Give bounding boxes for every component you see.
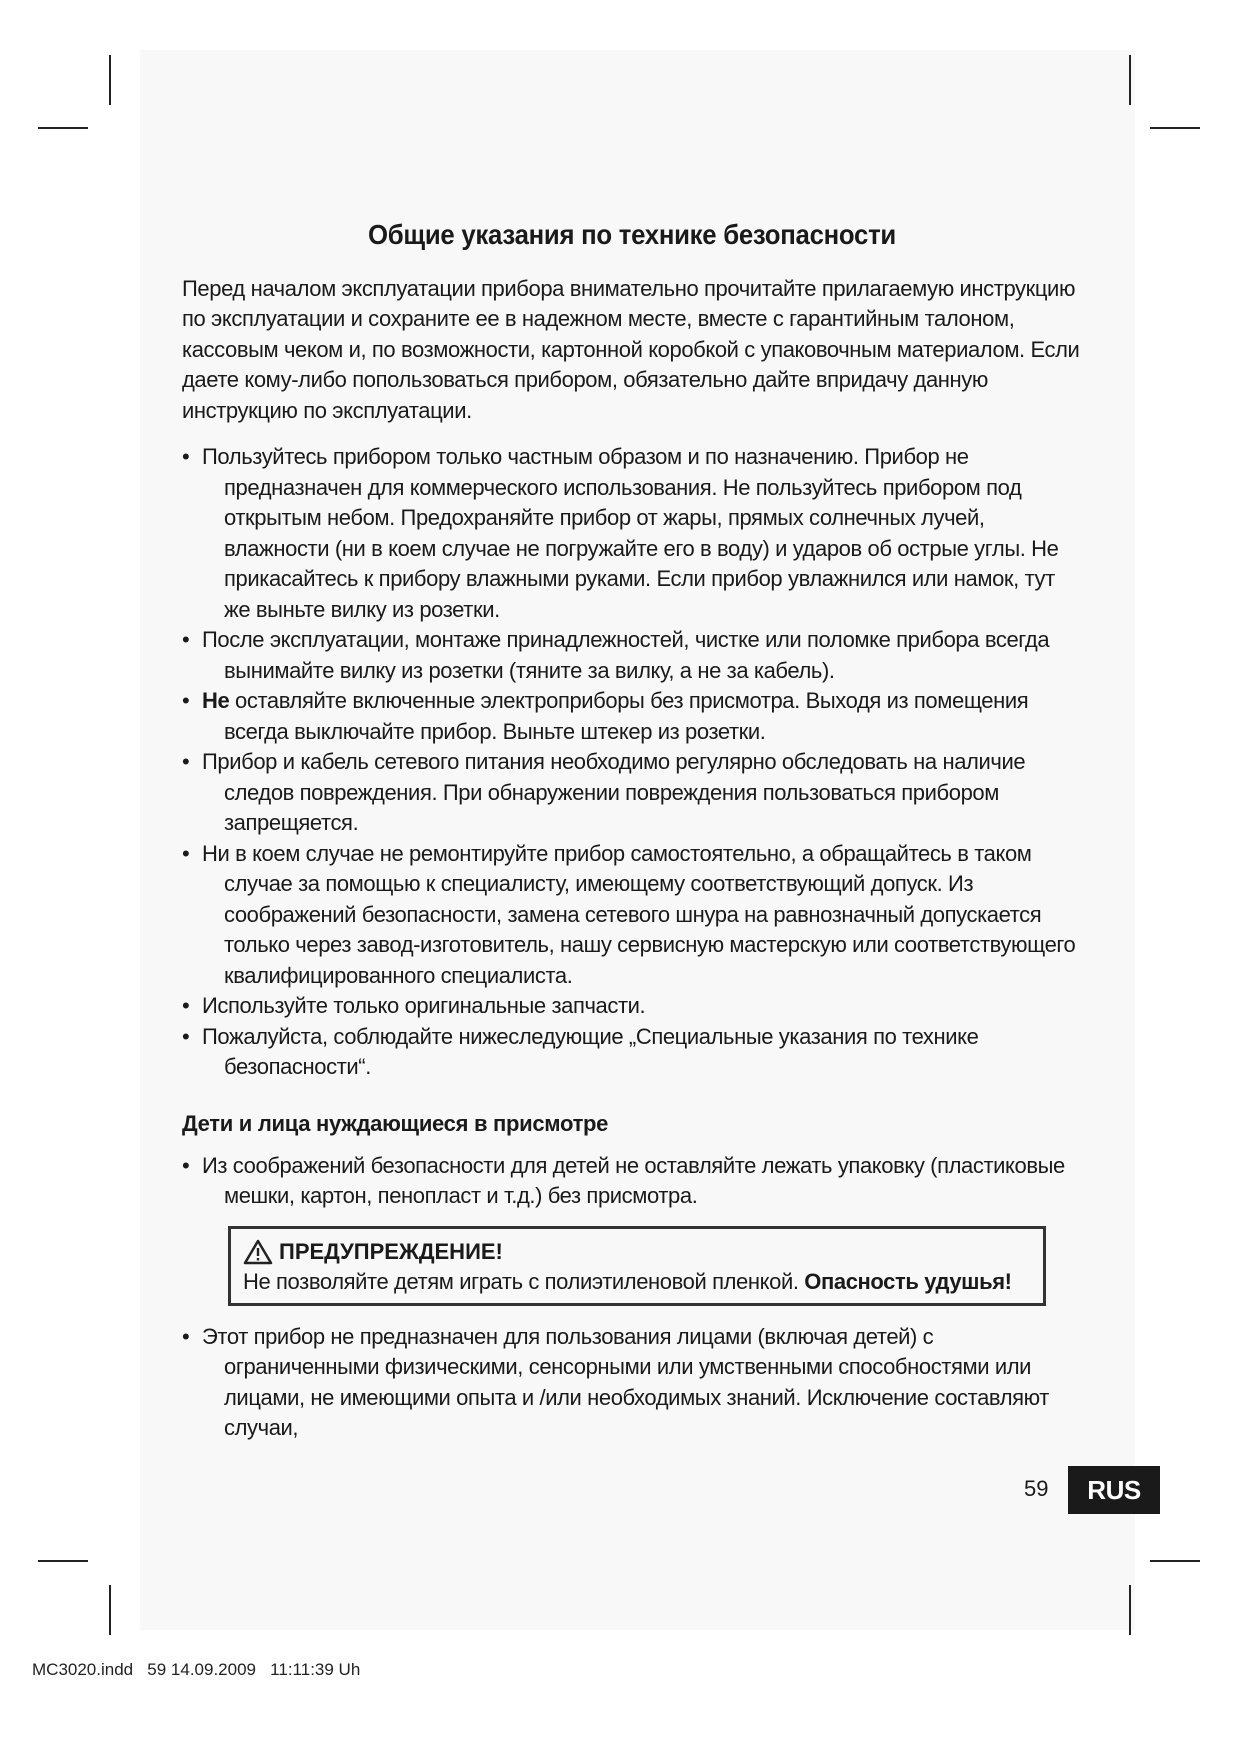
safety-list bbox=[182, 442, 1082, 1083]
language-tab: RUS bbox=[1068, 1466, 1160, 1514]
page-title: Общие указания по технике безопасности bbox=[368, 219, 896, 250]
crop-mark bbox=[109, 55, 111, 105]
list-item: • Используйте только оригинальные запчасти. bbox=[182, 993, 646, 1019]
warning-heading: ПРЕДУПРЕЖДЕНИЕ! bbox=[243, 1237, 1033, 1267]
warning-text: Не позволяйте детям играть с полиэтиленовой пленкой. Опасность удушья! bbox=[243, 1268, 1012, 1294]
crop-mark bbox=[1150, 127, 1200, 129]
list-item: • Не оставляйте включенные электроприборы без присмотра. Выходя из помещения всегда выключайте прибор. Выньте штекер из розетки. bbox=[182, 688, 1029, 744]
list-item: • После эксплуатации, монтаже принадлежностей, чистке или поломке прибора всегда вынимайте вилку из розетки (тяните за вилку, а не за кабель). bbox=[182, 627, 1050, 683]
intro-paragraph: Перед началом эксплуатации прибора внимательно прочитайте прилагаемую инструкцию по эксплуатации и сохраните ее в надежном месте, вместе с гарантийным талоном, кассовым чеком и, по возможности, картонной коробкой с упаковочным материалом. Если даете кому-либо попользоваться прибором, обязательно дайте впридачу данную инструкцию по эксплуатации. bbox=[182, 275, 1080, 423]
list-item: • Этот прибор не предназначен для пользования лицами (включая детей) с ограниченными физическими, сенсорными или умственными способностями или лицами, не имеющими опыта и /или необходимых знаний. Исключение составляют случаи, bbox=[182, 1323, 1049, 1441]
document-body bbox=[182, 218, 1082, 1444]
emphasis-ne: Не bbox=[202, 688, 230, 714]
children-list bbox=[182, 1151, 1082, 1212]
crop-mark bbox=[38, 127, 88, 129]
warning-box bbox=[228, 1226, 1046, 1306]
warning-triangle-icon bbox=[243, 1239, 273, 1265]
crop-mark bbox=[38, 1560, 88, 1562]
crop-mark bbox=[1129, 1585, 1131, 1635]
crop-mark bbox=[1129, 55, 1131, 105]
warning-emphasis: Опасность удушья! bbox=[804, 1268, 1012, 1294]
crop-mark bbox=[109, 1585, 111, 1635]
list-item: • Пожалуйста, соблюдайте нижеследующие „Специальные указания по технике безопасности“. bbox=[182, 1023, 979, 1080]
section-heading-children: Дети и лица нуждающиеся в присмотре bbox=[182, 1110, 609, 1136]
crop-mark bbox=[1150, 1560, 1200, 1562]
print-slug: MC3020.indd 59 14.09.2009 11:11:39 Uh bbox=[32, 1660, 361, 1679]
list-item: • Прибор и кабель сетевого питания необходимо регулярно обследовать на наличие следов повреждения. При обнаружении повреждения пользоваться прибором запрещяется. bbox=[182, 749, 1026, 836]
list-item: • Из соображений безопасности для детей не оставляйте лежать упаковку (пластиковые мешки, картон, пенопласт и т.д.) без присмотра. bbox=[182, 1152, 1065, 1209]
page-number: 59 bbox=[1024, 1476, 1049, 1501]
children-list-2 bbox=[182, 1322, 1082, 1444]
list-item: • Пользуйтесь прибором только частным образом и по назначению. Прибор не предназначен для коммерческого использования. Не пользуйтесь прибором под открытым небом. Предохраняйте прибор от жары, прямых солнечных лучей, влажности (ни в коем случае не погружайте его в воду) и ударов об острые углы. Не прикасайтесь к прибору влажными руками. Если прибор увлажнился или намок, тут же выньте вилку из розетки. bbox=[182, 444, 1059, 622]
list-item: • Ни в коем случае не ремонтируйте прибор самостоятельно, а обращайтесь в таком случае за помощью к специалисту, имеющему соответствующий допуск. Из соображений безопасности, замена сетевого шнура на равнозначный допускается только через завод-изготовитель, нашу сервисную мастерскую или соответствующего квалифицированного специалиста. bbox=[182, 840, 1076, 988]
